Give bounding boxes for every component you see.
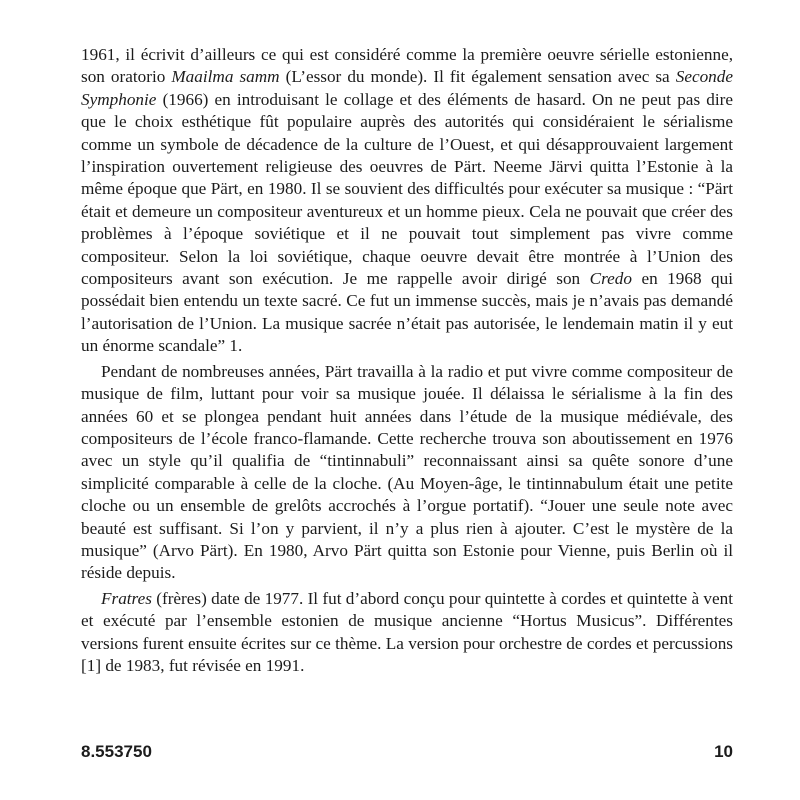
- work-title-seconde-symphonie: Seconde Symphonie: [81, 67, 733, 109]
- page-footer: [81, 742, 733, 762]
- paragraph-2-text: Pendant de nombreuses années, Pärt travailla à la radio et put vivre comme compositeur de musique de film, luttant pour voir sa musique jouée. Il délaissa le sérialisme à la fin des années 60 et se plongea pendant huit années dans l’étude de la musique médiévale, des compositeurs de l’école franco-flamande. Cette recherche trouva son aboutissement en 1976 avec un style qu’il qualifia de “tintinnabuli” reconnaissant ainsi sa quête sonore d’une simplicité comparable à celle de la cloche. (Au Moyen-âge, le tintinnabulum était une petite cloche ou un ensemble de grelôts accrochés à l’orgue portatif). “Jouer une seule note avec beauté est suffisant. Si l’on y parvient, il n’y a plus rien à ajouter. C’est le mystère de la musique” (Arvo Pärt). En 1980, Arvo Pärt quitta son Estonie pour Vienne, puis Berlin où il réside depuis.: [81, 361, 733, 583]
- work-title-credo: Credo: [589, 269, 632, 289]
- paragraph-1-text-3: (1966) en introduisant le collage et des éléments de hasard. On ne peut pas dire que le choix esthétique fût populaire auprès des autorités qui considéraient le sérialisme comme un symbole de décadence de la culture de l’Ouest, et qui désapprouvaient largement l’inspiration ouvertement religieuse des oeuvres de Pärt. Neeme Järvi quitta l’Estonie à la même époque que Pärt, en 1980. Il se souvient des difficultés pour exécuter sa musique : “Pärt était et demeure un compositeur aventureux et un homme pieux. Cela ne pouvait que créer des problèmes à l’époque soviétique et il ne pouvait tout simplement pas vivre comme compositeur. Selon la loi soviétique, chaque oeuvre devait être montrée à l’Union des compositeurs avant son exécution. Je me rappelle avoir dirigé son: [81, 89, 733, 289]
- page-number: 10: [714, 742, 733, 761]
- paragraph-3-text: (frères) date de 1977. Il fut d’abord conçu pour quintette à cordes et quintette à vent et exécuté par l’ensemble estonien de musique ancienne “Hortus Musicus”. Différentes versions furent ensuite écrites sur ce thème. La version pour orchestre de cordes et percussions [1] de 1983, fut révisée en 1991.: [81, 588, 733, 675]
- paragraph-2: [81, 361, 733, 585]
- paragraph-1: [81, 44, 733, 358]
- paragraph-1-text-2: (L’essor du monde). Il fit également sensation avec sa: [279, 67, 676, 87]
- paragraph-1-text-4: en 1968 qui possédait bien entendu un texte sacré. Ce fut un immense succès, mais je n’avais pas demandé l’autorisation de l’Union. La musique sacrée n’était pas autorisée, le lendemain matin il y eut un énorme scandale” 1.: [81, 269, 733, 356]
- paragraph-1-text-1: 1961, il écrivit d’ailleurs ce qui est considéré comme la première oeuvre sérielle estonienne, son oratorio: [81, 45, 733, 87]
- work-title-maailma-samm: Maailma samm: [171, 67, 280, 87]
- paragraph-3: [81, 588, 733, 678]
- work-title-fratres: Fratres: [101, 588, 152, 608]
- body-text: [81, 44, 733, 677]
- catalog-number: 8.553750: [81, 742, 152, 761]
